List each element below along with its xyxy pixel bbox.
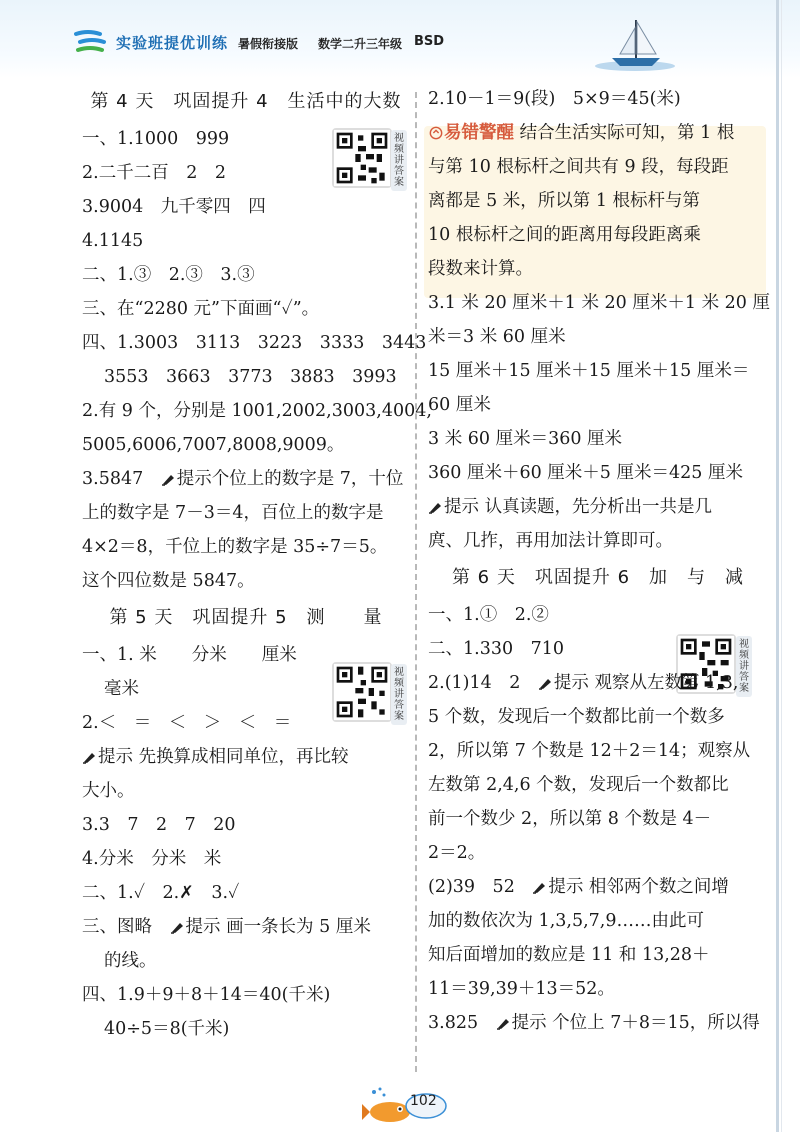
answer-text: 2，所以第 7 个数是 12＋2＝14；观察从 (428, 741, 751, 761)
page-number: 102 (410, 1093, 437, 1109)
hint-icon-wrap (428, 497, 444, 517)
answer-line (428, 286, 768, 320)
answer-text: 离都是 5 米，所以第 1 根标杆与第 (428, 191, 701, 211)
page-edge-rule (776, 0, 779, 1132)
answer-line (82, 360, 410, 394)
answer-line (428, 734, 768, 768)
section-heading-text: 第 4 天 巩固提升 4 生活中的大数 (90, 91, 402, 112)
answer-line (82, 292, 410, 326)
answer-text: 2.有 9 个，分别是 1001,2002,3003,4004, (82, 401, 432, 421)
answer-line (82, 394, 432, 428)
hint-icon-wrap (161, 469, 177, 489)
answer-text: 40÷5＝8(千米) (104, 1019, 230, 1039)
answer-line (428, 524, 768, 558)
right-column (428, 82, 768, 1040)
answer-line (82, 224, 410, 258)
page-header (0, 0, 800, 78)
answer-text: 的线。 (104, 951, 157, 971)
qr-label: 视频讲答案 (736, 636, 752, 697)
answer-text: 米＝3 米 60 厘米 (428, 327, 566, 347)
hint-text: 提示 画一条长为 5 厘米 (185, 917, 371, 937)
answer-text: 与第 10 根标杆之间共有 9 段，每段距 (428, 157, 729, 177)
answer-text: 庹、几拃，再用加法计算即可。 (428, 531, 673, 551)
hint-icon-wrap (538, 673, 554, 693)
answer-line (82, 672, 410, 706)
warning-line (428, 252, 768, 286)
answer-text: 5005,6006,7007,8008,9009。 (82, 435, 345, 455)
answer-line (428, 1006, 768, 1040)
warning-line (428, 116, 768, 150)
answer-text: 360 厘米＋60 厘米＋5 厘米＝425 厘米 (428, 463, 743, 483)
answer-text: 一、1.1000 999 (82, 129, 230, 149)
answer-text: 4.分米 分米 米 (82, 849, 222, 869)
qr-label: 视频讲答案 (391, 130, 407, 191)
answer-text: 11＝39,39＋13＝52。 (428, 979, 615, 999)
answer-text: 毫米 (104, 679, 139, 699)
answer-text: 段数来计算。 (428, 259, 533, 279)
answer-line (82, 774, 410, 808)
answer-line (82, 496, 410, 530)
edition-label: 暑假衔接版 (238, 37, 299, 51)
answer-line (82, 808, 410, 842)
answer-line (82, 258, 410, 292)
warning-line (428, 218, 768, 252)
hint-icon-wrap (496, 1013, 512, 1033)
answer-line (82, 740, 410, 774)
answer-line (428, 490, 768, 524)
hint-text: 提示 认真读题，先分析出一共是几 (444, 497, 713, 517)
answer-line (428, 388, 768, 422)
section-heading-text: 第 5 天 巩固提升 5 测 量 (109, 607, 383, 628)
answer-line (82, 978, 410, 1012)
warning-line (428, 150, 768, 184)
warning-line (428, 184, 768, 218)
grade-label: 数学二升三年级 (318, 37, 403, 51)
left-column (82, 82, 432, 1046)
answer-line (82, 326, 427, 360)
answer-text: 大小。 (82, 781, 135, 801)
answer-text: 2.(1)14 2 (428, 673, 538, 693)
section-heading-text: 第 6 天 巩固提升 6 加 与 减 (451, 567, 745, 588)
answer-text: 3.9004 九千零四 四 (82, 197, 266, 217)
answer-line (428, 904, 768, 938)
hint-pen-icon (82, 750, 98, 764)
hint-text: 提示 个位上 7＋8＝15，所以得 (511, 1013, 760, 1033)
answer-text: 结合生活实际可知，第 1 根 (519, 123, 735, 143)
brand-logo-icon (74, 28, 118, 56)
answer-line (428, 632, 768, 666)
answer-line (82, 876, 410, 910)
hint-pen-icon (428, 500, 444, 514)
answer-line (82, 462, 410, 496)
hint-pen-icon (170, 920, 186, 934)
answer-line (82, 910, 410, 944)
answer-text: 3.1 米 20 厘米＋1 米 20 厘米＋1 米 20 厘 (428, 293, 770, 313)
answer-line (428, 972, 768, 1006)
answer-line (428, 82, 768, 116)
section-heading (82, 82, 410, 122)
column-divider (415, 92, 417, 1072)
answer-text: 3 米 60 厘米＝360 厘米 (428, 429, 623, 449)
answer-text: 二、1.③ 2.③ 3.③ (82, 265, 255, 285)
answer-line (82, 122, 410, 156)
qr-label: 视频讲答案 (391, 664, 407, 725)
hint-pen-icon (161, 472, 177, 486)
answer-text: 2.10－1＝9(段) 5×9＝45(米) (428, 89, 681, 109)
answer-text: 3.825 (428, 1013, 496, 1033)
answer-line (428, 836, 768, 870)
answer-line (428, 354, 768, 388)
answer-line (82, 156, 410, 190)
answer-text: 左数第 2,4,6 个数，发现后一个数都比 (428, 775, 729, 795)
answer-text: 3.5847 (82, 469, 161, 489)
answer-text: 二、1.✓ 2.✗ 3.✓ (82, 883, 240, 903)
page-edge-rule-thin (781, 0, 782, 1132)
answer-text: 4×2＝8，千位上的数字是 35÷7＝5。 (82, 537, 388, 557)
answer-line (82, 706, 410, 740)
hint-text: 提示个位上的数字是 7，十位 (176, 469, 404, 489)
answer-line (428, 802, 768, 836)
answer-line (428, 456, 768, 490)
answer-line (82, 1012, 410, 1046)
answer-text: 2.＜ ＝ ＜ ＞ ＜ ＝ (82, 713, 292, 733)
answer-line (82, 944, 410, 978)
hint-text: 提示 相邻两个数之间增 (548, 877, 729, 897)
answer-line (428, 768, 768, 802)
hint-pen-icon (538, 676, 554, 690)
answer-line (428, 666, 768, 700)
answer-text: 加的数依次为 1,3,5,7,9……由此可 (428, 911, 704, 931)
answer-text: 上的数字是 7－3＝4，百位上的数字是 (82, 503, 384, 523)
answer-line (428, 320, 768, 354)
answer-text: 一、1. 米 分米 厘米 (82, 645, 297, 665)
answer-line (428, 422, 768, 456)
answer-text: 二、1.330 710 (428, 639, 565, 659)
answer-text: 三、图略 (82, 917, 170, 937)
answer-text: 3.3 7 2 7 20 (82, 815, 236, 835)
answer-line (82, 564, 410, 598)
hint-text: 提示 先换算成相同单位，再比较 (98, 747, 349, 767)
answer-text: 3553 3663 3773 3883 3993 (104, 367, 397, 387)
hint-pen-icon (532, 880, 548, 894)
answer-text: 三、在“2280 元”下面画“✓”。 (82, 299, 320, 319)
answer-text: 5 个数，发现后一个数都比前一个数多 (428, 707, 725, 727)
version-code: BSD (414, 34, 445, 49)
hint-icon-wrap (82, 747, 98, 767)
answer-line (82, 530, 410, 564)
answer-text: 知后面增加的数应是 11 和 13,28＋ (428, 945, 710, 965)
answer-text: 2.二千二百 2 2 (82, 163, 226, 183)
answer-text: 2＝2。 (428, 843, 486, 863)
answer-text: 一、1.① 2.② (428, 605, 549, 625)
brand-name: 实验班提优训练 (116, 34, 229, 52)
answer-text: 这个四位数是 5847。 (82, 571, 255, 591)
answer-text: (2)39 52 (428, 877, 533, 897)
answer-line (82, 190, 410, 224)
answer-text: 四、1.9＋9＋8＋14＝40(千米) (82, 985, 331, 1005)
answer-text: 15 厘米＋15 厘米＋15 厘米＋15 厘米＝ (428, 361, 750, 381)
hint-text: 提示 观察从左数第 1,3, (553, 673, 739, 693)
sailboat-icon (590, 14, 680, 74)
answer-line (428, 700, 768, 734)
section-heading (428, 558, 768, 598)
answer-text: 前一个数少 2，所以第 8 个数是 4－ (428, 809, 712, 829)
answer-line (82, 638, 410, 672)
warning-label: 易错警醒 (444, 123, 514, 143)
warning-icon (428, 126, 444, 140)
answer-line (82, 842, 410, 876)
answer-text: 4.1145 (82, 231, 144, 251)
answer-text: 四、1.3003 3113 3223 3333 3443 (82, 333, 427, 353)
answer-line (428, 938, 768, 972)
warning-icon-wrap (428, 123, 444, 143)
answer-text: 60 厘米 (428, 395, 491, 415)
answer-line (428, 598, 768, 632)
answer-text: 10 根标杆之间的距离用每段距离乘 (428, 225, 701, 245)
hint-pen-icon (496, 1016, 512, 1030)
hint-icon-wrap (532, 877, 548, 897)
answer-line (428, 870, 768, 904)
hint-icon-wrap (170, 917, 186, 937)
section-heading (82, 598, 410, 638)
answer-line (82, 428, 410, 462)
